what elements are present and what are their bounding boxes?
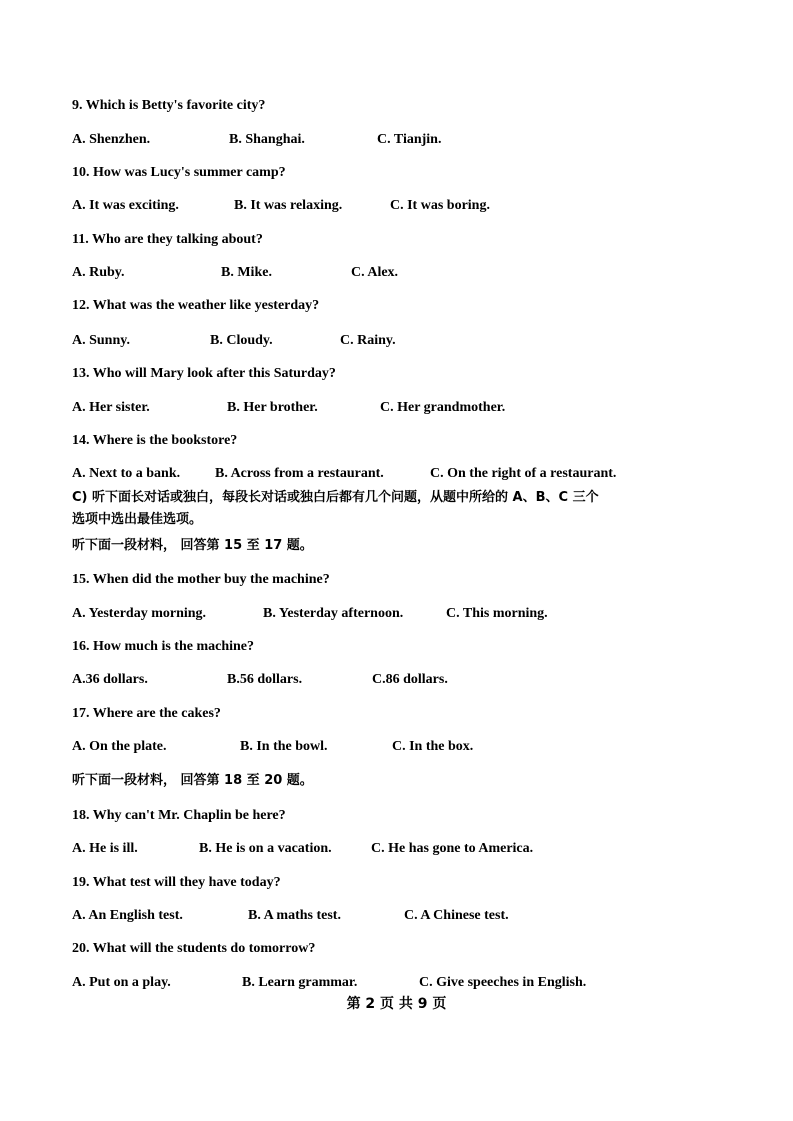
section-c-instruction-line2: 选项中选出最佳选项。 <box>72 512 203 527</box>
option-b: B. It was relaxing. <box>234 198 343 213</box>
option-c: C. Her grandmother. <box>380 400 506 415</box>
option-b: B. Mike. <box>221 265 272 280</box>
option-a: A. On the plate. <box>72 739 167 754</box>
option-c: C. Give speeches in English. <box>419 975 587 990</box>
option-c: C. He has gone to America. <box>371 841 534 856</box>
option-a: A. Her sister. <box>72 400 150 415</box>
option-c: C. A Chinese test. <box>404 908 509 923</box>
option-b: B. A maths test. <box>248 908 341 923</box>
section-c-instruction-line1: C) 听下面长对话或独白，每段长对话或独白后都有几个问题，从题中所给的 A、B、C 三个 <box>72 490 599 505</box>
option-b: B. Her brother. <box>227 400 318 415</box>
option-b: B.56 dollars. <box>227 672 303 687</box>
instruction-18-20: 听下面一段材料， 回答第 18 至 20 题。 <box>72 773 313 788</box>
question-14: 14. Where is the bookstore? <box>72 433 238 448</box>
option-b: B. Shanghai. <box>229 132 305 147</box>
question-18: 18. Why can't Mr. Chaplin be here? <box>72 808 286 823</box>
option-a: A. Put on a play. <box>72 975 171 990</box>
question-13: 13. Who will Mary look after this Saturday? <box>72 366 336 381</box>
page-footer: 第 2 页 共 9 页 <box>346 996 447 1012</box>
option-c: C. On the right of a restaurant. <box>430 466 617 481</box>
option-a: A.36 dollars. <box>72 672 148 687</box>
option-b: B. In the bowl. <box>240 739 328 754</box>
option-a: A. Yesterday morning. <box>72 606 207 621</box>
option-c: C. In the box. <box>392 739 474 754</box>
question-16: 16. How much is the machine? <box>72 639 254 654</box>
question-12: 12. What was the weather like yesterday? <box>72 298 320 313</box>
option-c: C. Rainy. <box>340 333 396 348</box>
question-17: 17. Where are the cakes? <box>72 706 221 721</box>
option-a: A. Ruby. <box>72 265 125 280</box>
option-a: A. Shenzhen. <box>72 132 151 147</box>
option-b: B. Across from a restaurant. <box>215 466 384 481</box>
question-11: 11. Who are they talking about? <box>72 232 263 247</box>
option-a: A. He is ill. <box>72 841 138 856</box>
option-c: C. Tianjin. <box>377 132 442 147</box>
question-20: 20. What will the students do tomorrow? <box>72 941 316 956</box>
question-9: 9. Which is Betty's favorite city? <box>72 98 266 113</box>
question-10: 10. How was Lucy's summer camp? <box>72 165 286 180</box>
option-a: A. Next to a bank. <box>72 466 181 481</box>
option-c: C. Alex. <box>351 265 399 280</box>
question-15: 15. When did the mother buy the machine? <box>72 572 330 587</box>
option-b: B. Cloudy. <box>210 333 273 348</box>
option-b: B. Learn grammar. <box>242 975 358 990</box>
question-19: 19. What test will they have today? <box>72 875 281 890</box>
option-c: C. This morning. <box>446 606 548 621</box>
option-a: A. An English test. <box>72 908 183 923</box>
option-c: C.86 dollars. <box>372 672 448 687</box>
option-a: A. It was exciting. <box>72 198 179 213</box>
option-b: B. Yesterday afternoon. <box>263 606 404 621</box>
option-b: B. He is on a vacation. <box>199 841 332 856</box>
instruction-15-17: 听下面一段材料， 回答第 15 至 17 题。 <box>72 538 313 553</box>
option-a: A. Sunny. <box>72 333 130 348</box>
option-c: C. It was boring. <box>390 198 490 213</box>
